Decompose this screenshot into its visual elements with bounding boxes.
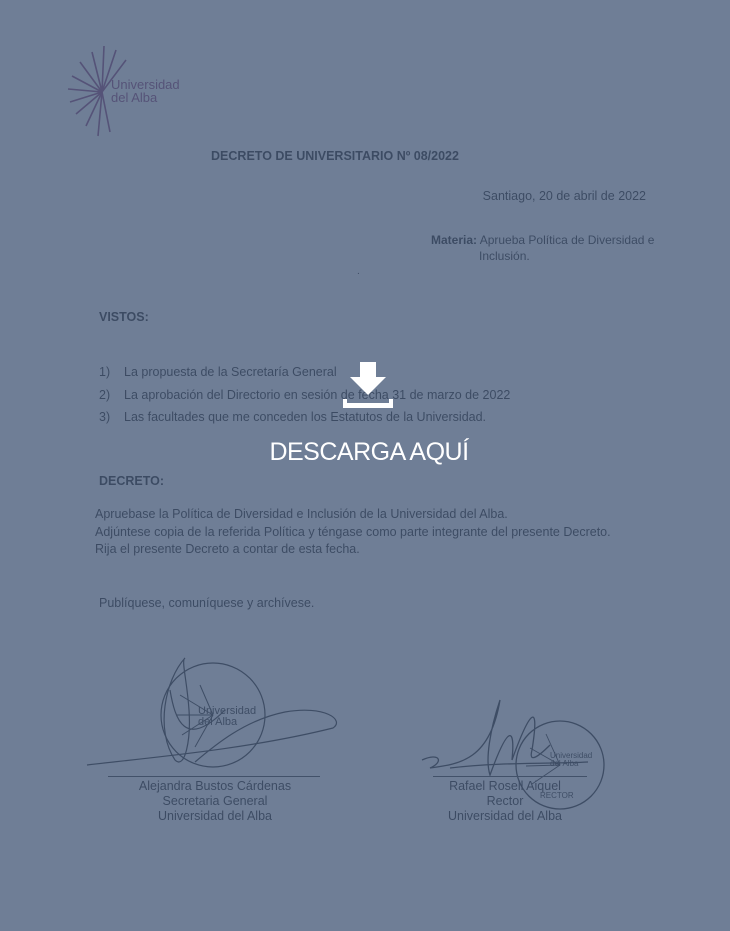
download-label[interactable]: DESCARGA AQUÍ	[269, 438, 469, 466]
download-icon	[340, 360, 396, 412]
download-button[interactable]	[0, 360, 730, 470]
